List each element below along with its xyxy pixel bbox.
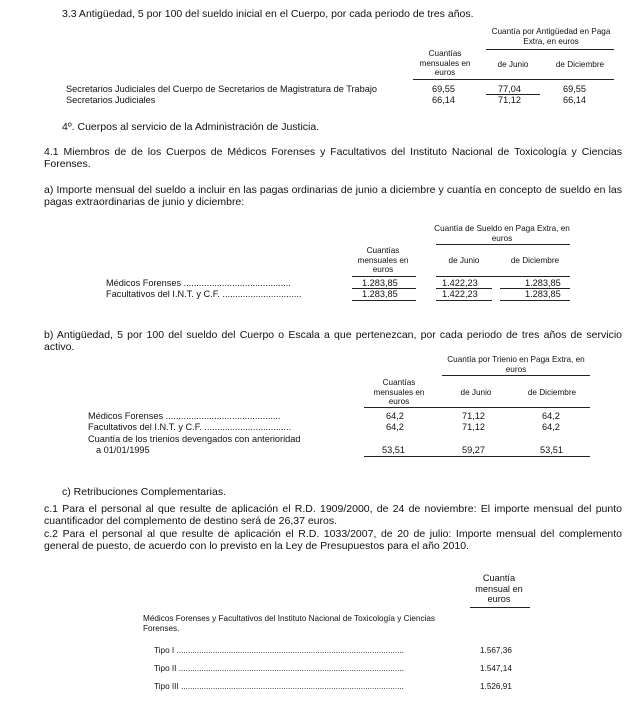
b-col-dec-header: de Diciembre	[527, 388, 577, 397]
a-col-june-header: de Junio	[448, 256, 480, 265]
b-col-june-header: de Junio	[460, 388, 492, 397]
s33-group-header: Cuantía por Antigüedad en Paga Extra, en euros	[491, 27, 611, 46]
s33-col-monthly-header: Cuantías mensuales en euros	[419, 49, 471, 77]
section-4-1-text: 4.1 Miembros de de los Cuerpos de Médicos Forenses y Facultativos del Instituto Nacional de Toxicología y Ciencias Forenses.	[44, 146, 622, 170]
b-row-label: Facultativos del I.N.T. y C.F. ..................................	[88, 422, 292, 432]
s33-row-dec: 66,14	[563, 95, 586, 105]
a-row-monthly: 1.283,85	[362, 289, 398, 299]
b-group-header: Cuantía por Trienio en Paga Extra, en euros	[447, 355, 585, 374]
a-bottom-rule	[436, 300, 492, 301]
c-row-value: 1.526,91	[480, 682, 512, 691]
a-col-dec-header: de Diciembre	[510, 256, 560, 265]
b-row-monthly: 64,2	[386, 422, 404, 432]
b-row-label: Médicos Forenses .............................................	[88, 411, 281, 421]
a-col-monthly-header: Cuantías mensuales en euros	[357, 246, 409, 274]
c-row-value: 1.547,14	[480, 664, 512, 673]
section-b-text: b) Antigüedad, 5 por 100 del sueldo del Cuerpo o Escala a que pertenezcan, por cada periodo de tres años de servicio activo.	[44, 329, 622, 353]
section-c2-text: c.2 Para el personal al que resulte de aplicación el R.D. 1033/2007, de 20 de julio: Importe mensual del complemento general de puesto, de acuerdo con lo previsto en la Ley de Presupuestos para el año 2010.	[44, 528, 622, 552]
s33-row-monthly: 69,55	[432, 84, 455, 94]
s33-june-row-rule	[486, 94, 540, 95]
a-group-underline	[436, 244, 570, 245]
a-bottom-rule	[352, 300, 416, 301]
a-row-june: 1.422,23	[442, 278, 478, 288]
b-row-dec: 64,2	[542, 411, 560, 421]
section-a-text: a) Importe mensual del sueldo a incluir en las pagas ordinarias de junio a diciembre y cuantía en concepto de sueldo en las pagas extraordinarias de junio y diciembre:	[44, 184, 622, 208]
a-bottom-rule	[500, 300, 570, 301]
a-monthly-rule	[352, 276, 416, 277]
s33-row-june: 77,04	[498, 84, 521, 94]
s33-col-dec-header: de Diciembre	[555, 60, 605, 69]
section-c-heading: c) Retribuciones Complementarias.	[62, 486, 226, 498]
b-bottom-rule	[364, 456, 590, 457]
a-header-rule	[436, 276, 570, 277]
a-group-header: Cuantía de Sueldo en Paga Extra, en euros	[434, 224, 570, 243]
b-col-monthly-header: Cuantías mensuales en euros	[373, 378, 425, 406]
section-3-3-heading: 3.3 Antigüedad, 5 por 100 del sueldo inicial en el Cuerpo, por cada periodo de tres años.	[62, 8, 474, 20]
s33-col-june-header: de Junio	[497, 60, 529, 69]
b-row-june: 71,12	[462, 422, 485, 432]
b-row-june: 71,12	[462, 411, 485, 421]
a-row-dec: 1.283,85	[525, 278, 561, 288]
c-row-value: 1.567,36	[480, 646, 512, 655]
s33-header-rule	[413, 79, 614, 80]
b-row-label: Cuantía de los trienios devengados con anterioridad	[88, 434, 301, 444]
b-header-rule	[364, 407, 590, 408]
s33-group-underline	[486, 49, 614, 50]
b-row-label-continuation: a 01/01/1995	[96, 445, 150, 455]
b-row-dec: 64,2	[542, 422, 560, 432]
section-4-heading: 4º. Cuerpos al servicio de la Administración de Justicia.	[62, 121, 320, 133]
a-row-label: Facultativos del I.N.T. y C.F. ...............................	[106, 289, 302, 299]
b-row-dec: 53,51	[540, 445, 563, 455]
c-row-label: Tipo III ..................................................................................................	[154, 682, 404, 691]
a-row-dec: 1.283,85	[525, 289, 561, 299]
b-row-june: 59,27	[462, 445, 485, 455]
s33-row-label: Secretarios Judiciales	[66, 95, 156, 105]
s33-row-monthly: 66,14	[432, 95, 455, 105]
c-header-rule	[470, 607, 530, 608]
c-group-label: Médicos Forenses y Facultativos del Instituto Nacional de Toxicología y Ciencias Forenses.	[143, 614, 436, 633]
a-row-label: Médicos Forenses ..........................................	[106, 278, 291, 288]
a-row-june: 1.422,23	[442, 289, 478, 299]
c-col-header: Cuantía mensual en euros	[475, 573, 523, 604]
s33-row-label: Secretarios Judiciales del Cuerpo de Secretarios de Magistratura de Trabajo	[66, 84, 378, 94]
b-group-underline	[442, 375, 590, 376]
b-row-monthly: 64,2	[386, 411, 404, 421]
c-row-label: Tipo I ....................................................................................................	[154, 646, 404, 655]
section-c1-text: c.1 Para el personal al que resulte de aplicación el R.D. 1909/2000, de 24 de noviembre: El importe mensual del punto cuantificador del complemento de destino será de 26,37 euros.	[44, 503, 622, 527]
b-row-monthly: 53,51	[382, 445, 405, 455]
a-row-monthly: 1.283,85	[362, 278, 398, 288]
s33-row-dec: 69,55	[563, 84, 586, 94]
c-row-label: Tipo II ...................................................................................................	[154, 664, 404, 673]
s33-row-june: 71,12	[498, 95, 521, 105]
